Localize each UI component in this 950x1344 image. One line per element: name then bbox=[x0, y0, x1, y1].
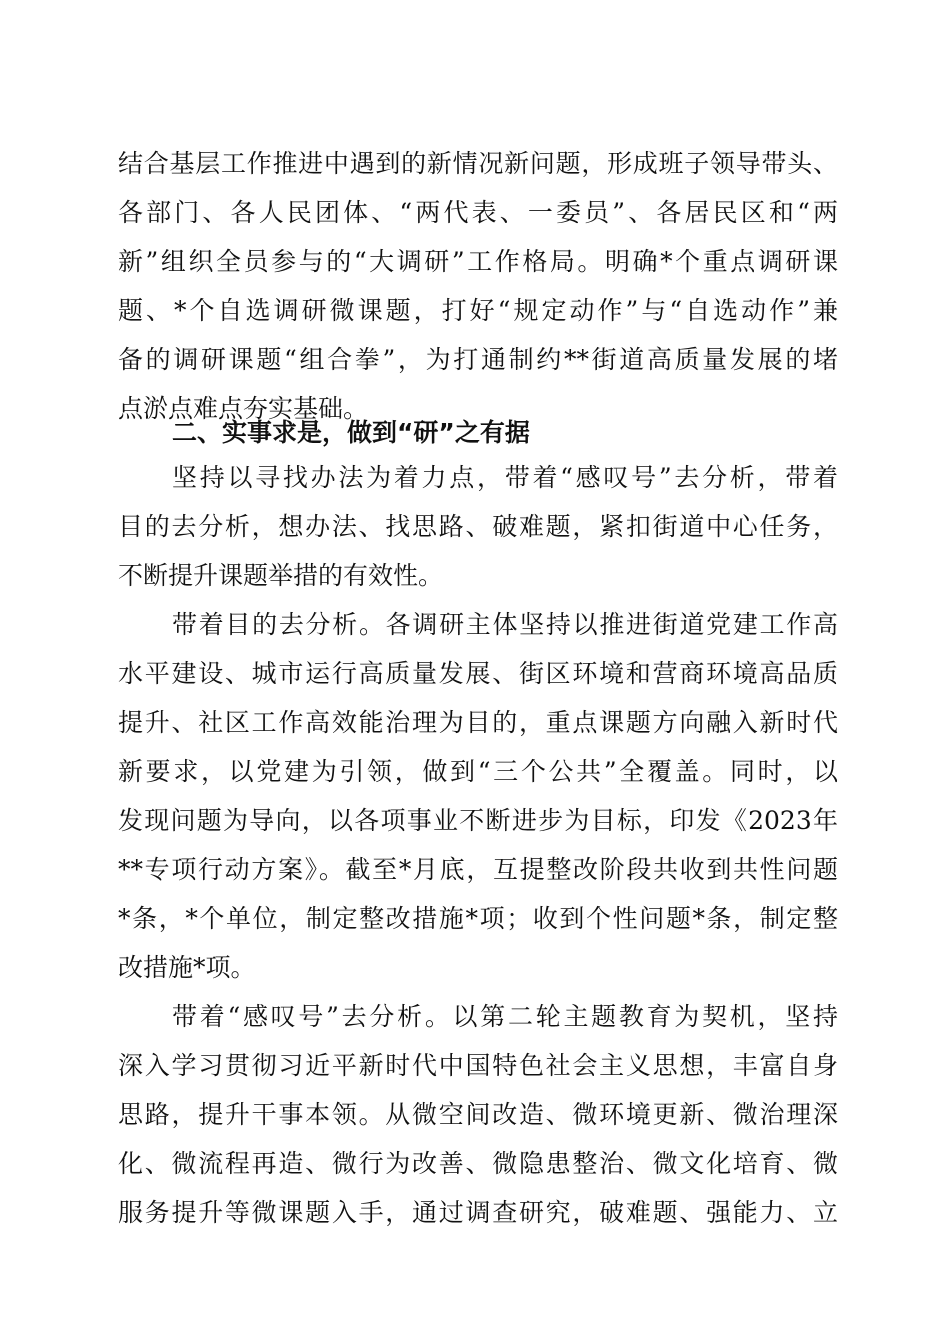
paragraph-2-line-3: 不断提升课题举措的有效性。 bbox=[118, 561, 444, 590]
paragraph-3-line-6: **专项行动方案》。截至*月底，互提整改阶段共收到共性问题 bbox=[118, 855, 838, 884]
paragraph-1-line-6: 点淤点难点夯实基础。 bbox=[118, 394, 369, 423]
paragraph-4-line-4: 化、微流程再造、微行为改善、微隐患整治、微文化培育、微 bbox=[118, 1149, 838, 1178]
paragraph-1-line-3: 新”组织全员参与的“大调研”工作格局。明确*个重点调研课 bbox=[118, 247, 838, 276]
section-heading: 二、实事求是，做到“研”之有据 bbox=[172, 418, 530, 447]
paragraph-4-line-2: 深入学习贯彻习近平新时代中国特色社会主义思想，丰富自身 bbox=[118, 1051, 838, 1080]
paragraph-4-line-1: 带着“感叹号”去分析。以第二轮主题教育为契机，坚持 bbox=[172, 1002, 838, 1031]
paragraph-1-line-1: 结合基层工作推进中遇到的新情况新问题，形成班子领导带头、 bbox=[118, 149, 838, 178]
paragraph-1-line-2: 各部门、各人民团体、“两代表、一委员”、各居民区和“两 bbox=[118, 198, 838, 227]
paragraph-2-line-1: 坚持以寻找办法为着力点，带着“感叹号”去分析，带着 bbox=[172, 463, 838, 492]
paragraph-3-line-7: *条，*个单位，制定整改措施*项；收到个性问题*条，制定整 bbox=[118, 904, 838, 933]
paragraph-1-line-4: 题、*个自选调研微课题，打好“规定动作”与“自选动作”兼 bbox=[118, 296, 838, 325]
paragraph-3-line-2: 水平建设、城市运行高质量发展、街区环境和营商环境高品质 bbox=[118, 659, 838, 688]
paragraph-3-line-5: 发现问题为导向，以各项事业不断进步为目标，印发《2023年 bbox=[118, 806, 838, 835]
paragraph-3-line-1: 带着目的去分析。各调研主体坚持以推进街道党建工作高 bbox=[172, 610, 838, 639]
paragraph-3-line-4: 新要求，以党建为引领，做到“三个公共”全覆盖。同时，以 bbox=[118, 757, 838, 786]
paragraph-3-line-8: 改措施*项。 bbox=[118, 953, 256, 982]
paragraph-4-line-5: 服务提升等微课题入手，通过调查研究，破难题、强能力、立 bbox=[118, 1198, 838, 1227]
paragraph-2-line-2: 目的去分析，想办法、找思路、破难题，紧扣街道中心任务， bbox=[118, 512, 838, 541]
paragraph-1-line-5: 备的调研课题“组合拳”，为打通制约**街道高质量发展的堵 bbox=[118, 345, 838, 374]
paragraph-4-line-3: 思路，提升干事本领。从微空间改造、微环境更新、微治理深 bbox=[118, 1100, 838, 1129]
paragraph-3-line-3: 提升、社区工作高效能治理为目的，重点课题方向融入新时代 bbox=[118, 708, 838, 737]
